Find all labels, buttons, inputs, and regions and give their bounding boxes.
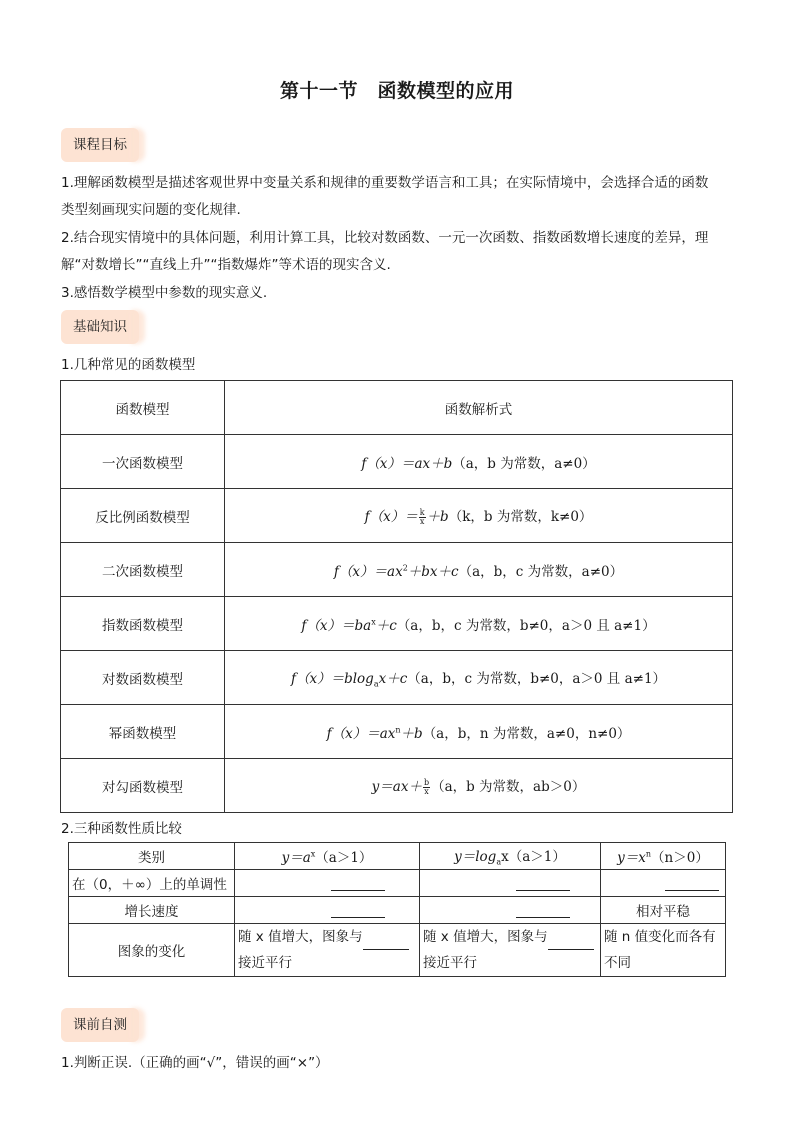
answer-blank[interactable] (363, 936, 409, 950)
goal-3: 3.感悟数学模型中参数的现实意义. (61, 285, 268, 301)
blank-cell (420, 897, 601, 924)
model-name: 一次函数模型 (61, 435, 225, 489)
table-row (61, 759, 733, 813)
model-formula: y＝ax＋ $\frac{b}{x}$ （a，b 为常数，ab＞0） (225, 759, 733, 813)
row-label-monotonicity: 在（0，＋∞）上的单调性 (69, 870, 235, 897)
blank-cell (420, 870, 601, 897)
model-formula: $f(x)=ax^2+bx+c(a$，b，c 为常数，a≠0） (225, 543, 733, 597)
answer-blank[interactable] (331, 904, 385, 918)
row-label-growth: 增长速度 (69, 897, 235, 924)
graph-exponential-cell: 随 x 值增大，图象与 接近平行 (235, 924, 420, 977)
col-header-power: $y=x^n(n>0)$ (601, 843, 726, 870)
table-header-row (69, 843, 726, 870)
function-models-table (60, 380, 733, 813)
col-header-category: 类别 (69, 843, 235, 870)
fraction-k-over-x: $\frac{k}{x}$ (419, 508, 425, 526)
answer-blank[interactable] (665, 877, 719, 891)
model-formula: f（x）＝ax＋b（a，b 为常数，a≠0） (225, 435, 733, 489)
table-row (61, 489, 733, 543)
table-row (61, 705, 733, 759)
basics-heading-2: 2.三种函数性质比较 (61, 821, 182, 837)
model-name: 幂函数模型 (61, 705, 225, 759)
table-row (69, 870, 726, 897)
goal-2-line-1: 2.结合现实情境中的具体问题，利用计算工具，比较对数函数、一元一次函数、指数函数增长速度的差异，理 (61, 230, 709, 246)
model-name: 二次函数模型 (61, 543, 225, 597)
model-name: 对数函数模型 (61, 651, 225, 705)
col-header-formula: 函数解析式 (225, 381, 733, 435)
answer-blank[interactable] (516, 877, 570, 891)
table-row (61, 543, 733, 597)
table-row (61, 651, 733, 705)
graph-power-cell: 随 n 值变化而各有 不同 (601, 924, 726, 977)
model-name: 指数函数模型 (61, 597, 225, 651)
answer-blank[interactable] (516, 904, 570, 918)
model-name: 反比例函数模型 (61, 489, 225, 543)
table-row (69, 897, 726, 924)
pretest-question-1: 1.判断正误.（正确的画“√”，错误的画“×”） (61, 1055, 329, 1071)
basics-heading-1: 1.几种常见的函数模型 (61, 357, 196, 373)
model-formula: $f(x)=ba^x+c(a$，b，c 为常数，b≠0，a＞0 且 a≠1） (225, 597, 733, 651)
col-header-logarithmic: $y=\log_ax(a>1)$ (420, 843, 601, 870)
fraction-b-over-x: $\frac{b}{x}$ (423, 778, 430, 796)
page-title: 第十一节 函数模型的应用 (279, 80, 514, 102)
col-header-model: 函数模型 (61, 381, 225, 435)
section-tag-pretest: 课前自测 (61, 1008, 139, 1042)
goal-1-line-1: 1.理解函数模型是描述客观世界中变量关系和规律的重要数学语言和工具；在实际情境中，会选择合适的函数 (61, 175, 709, 191)
model-formula: f（x）＝ $\frac{k}{x}$ ＋b（k，b 为常数，k≠0） (225, 489, 733, 543)
table-row (61, 597, 733, 651)
graph-logarithmic-cell: 随 x 值增大，图象与 接近平行 (420, 924, 601, 977)
blank-cell (235, 870, 420, 897)
answer-blank[interactable] (548, 936, 594, 950)
table-header-row (61, 381, 733, 435)
model-formula: f（x）＝blog$_a$x＋c（a，b，c 为常数，b≠0，a＞0 且 a≠1） (225, 651, 733, 705)
goal-2-line-2: 解“对数增长”“直线上升”“指数爆炸”等术语的现实含义. (61, 257, 391, 273)
model-formula: $f(x)=ax^n+b(a$，b，n 为常数，a≠0，n≠0） (225, 705, 733, 759)
goal-1-line-2: 类型刻画现实问题的变化规律. (61, 202, 241, 218)
model-name: 对勾函数模型 (61, 759, 225, 813)
row-label-graph: 图象的变化 (69, 924, 235, 977)
col-header-exponential: $y=a^x(a>1)$ (235, 843, 420, 870)
section-tag-goals: 课程目标 (61, 128, 139, 162)
blank-cell (601, 870, 726, 897)
blank-cell (235, 897, 420, 924)
growth-power-cell: 相对平稳 (601, 897, 726, 924)
table-row (61, 435, 733, 489)
comparison-table (68, 842, 726, 977)
answer-blank[interactable] (331, 877, 385, 891)
table-row (69, 924, 726, 977)
section-tag-basics: 基础知识 (61, 310, 139, 344)
